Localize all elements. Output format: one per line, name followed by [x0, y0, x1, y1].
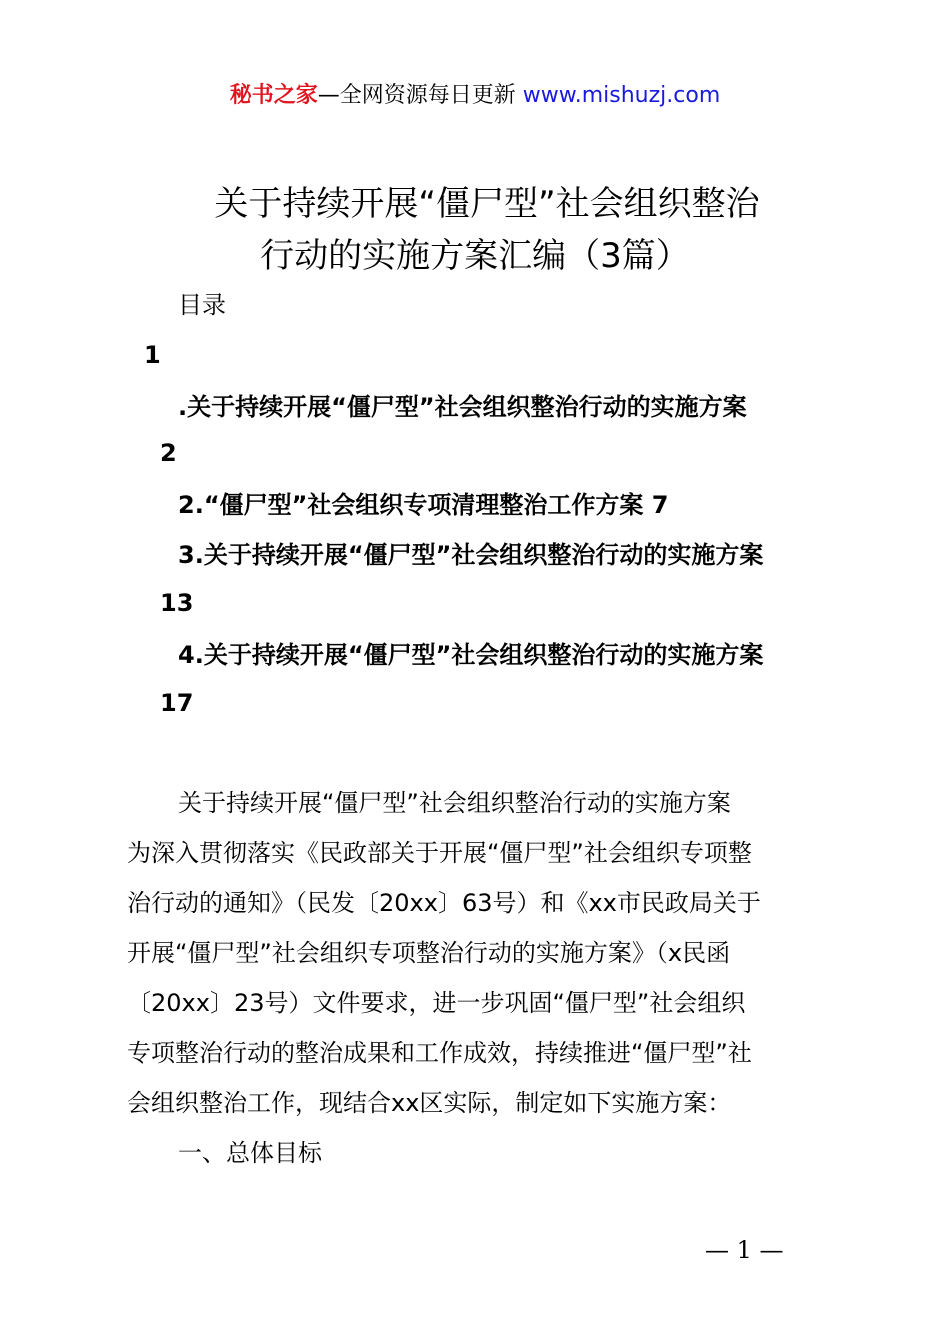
toc-item-1-text: .关于持续开展“僵尸型”社会组织整治行动的实施方案 [178, 393, 747, 421]
page-number: — 1 — [705, 1236, 784, 1264]
toc-item-3-page: 13 [160, 589, 194, 617]
toc-label: 目录 [178, 291, 226, 319]
body-line: 治行动的通知》（民发〔20xx〕63号）和《xx市民政局关于 [127, 889, 761, 917]
document-title-line-1: 关于持续开展“僵尸型”社会组织整治 [214, 184, 760, 224]
body-line: 会组织整治工作，现结合xx区实际，制定如下实施方案： [127, 1089, 732, 1117]
toc-item-3-text: 3.关于持续开展“僵尸型”社会组织整治行动的实施方案 [178, 541, 764, 569]
section-heading: 关于持续开展“僵尸型”社会组织整治行动的实施方案 [178, 789, 731, 817]
toc-item-2: 2.“僵尸型”社会组织专项清理整治工作方案 7 [178, 491, 669, 519]
toc-item-1-number: 1 [144, 341, 161, 369]
toc-item-4-text: 4.关于持续开展“僵尸型”社会组织整治行动的实施方案 [178, 641, 764, 669]
banner-url[interactable]: www.mishuzj.com [522, 83, 721, 108]
body-line: 为深入贯彻落实《民政部关于开展“僵尸型”社会组织专项整 [127, 839, 752, 867]
body-line: 开展“僵尸型”社会组织专项整治行动的实施方案》（x民函 [127, 939, 731, 967]
banner-tagline: —全网资源每日更新 [317, 83, 523, 108]
body-line: 〔20xx〕23号）文件要求，进一步巩固“僵尸型”社会组织 [127, 989, 746, 1017]
toc-item-1-page: 2 [160, 439, 177, 467]
site-banner [0, 80, 950, 112]
brand-name: 秘书之家 [229, 83, 318, 108]
body-line: 专项整治行动的整治成果和工作成效，持续推进“僵尸型”社 [127, 1039, 752, 1067]
toc-item-4-page: 17 [160, 689, 194, 717]
subsection-heading: 一、总体目标 [178, 1139, 322, 1167]
document-title-line-2: 行动的实施方案汇编（3篇） [260, 236, 690, 276]
